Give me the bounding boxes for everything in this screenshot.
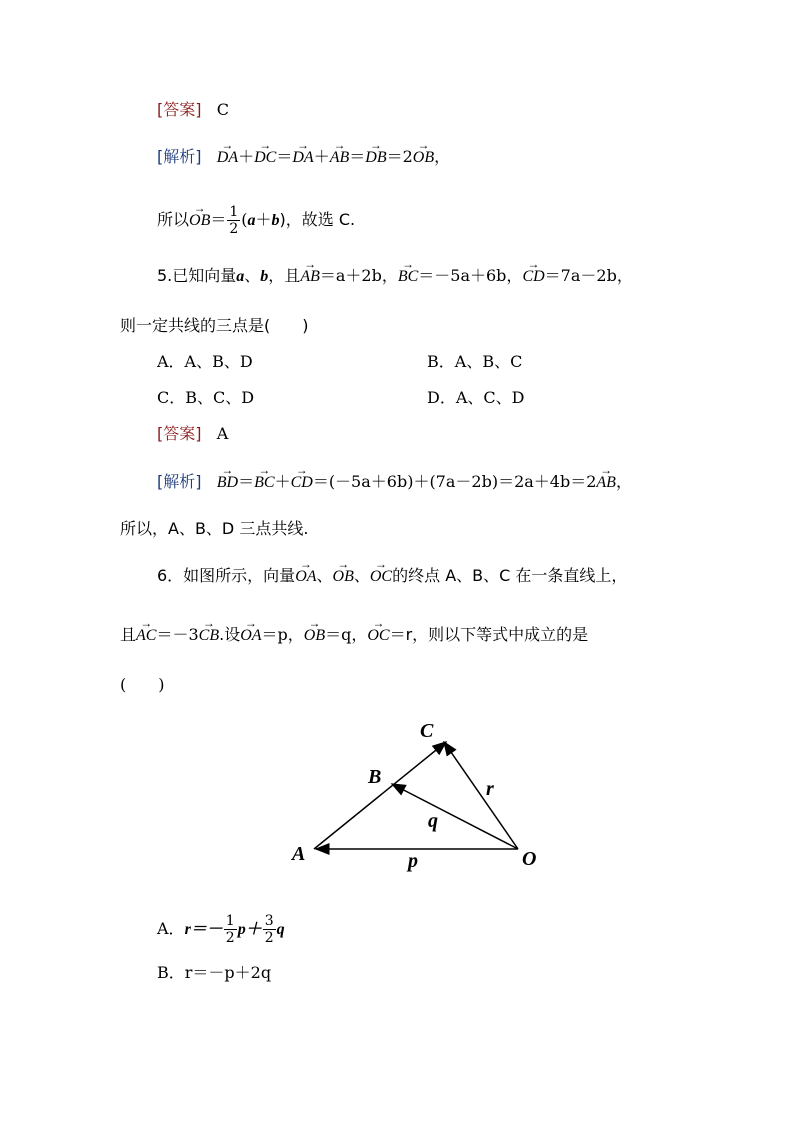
label-o: O xyxy=(522,848,537,870)
q5-mid: ，且 xyxy=(268,266,301,285)
q5-vector-cd: → CD xyxy=(522,267,544,287)
conclusion-line-2: 所以，A、B、D 三点共线. xyxy=(120,519,309,538)
label-c: C xyxy=(420,720,434,742)
q6-l2-prefix: 且 xyxy=(120,625,137,644)
vector-b: b xyxy=(271,212,280,229)
label-b: B xyxy=(368,766,382,788)
q6-line-3: ( ) xyxy=(120,675,165,694)
q5-sep: 、 xyxy=(244,266,261,285)
analysis2-expr: ＝(－5a＋6b)＋(7a－2b)＝2a＋4b＝2 xyxy=(312,472,597,491)
q6-option-a xyxy=(157,913,285,946)
vector-a: a xyxy=(247,212,256,229)
analysis-tag-2: [解析] xyxy=(157,472,202,491)
analysis-tag: [解析] xyxy=(157,147,202,166)
q6-opt-a-frac2 xyxy=(263,913,276,946)
analysis2-tail: ， xyxy=(615,472,632,491)
q6-line-2 xyxy=(120,625,588,646)
q5-vector-bc: → BC xyxy=(398,267,418,287)
conclusion-line-1: 所以→ OB＝ $\frac{1}{2}$ (a＋b)，故选 C. xyxy=(157,204,355,237)
vector-ab-2: → AB xyxy=(596,473,616,493)
q6-prefix: 6．如图所示，向量 xyxy=(157,566,296,585)
q6-vector-ob-2: → OB xyxy=(304,626,325,646)
vector-da: → DA xyxy=(217,148,238,168)
analysis-line-1: [解析] → DA＋→ DC＝→ DA＋→ AB＝→ DB＝2→ OB， xyxy=(157,147,450,168)
vector-r-line xyxy=(444,742,518,849)
fraction-half xyxy=(227,204,240,237)
vector-bc: → BC xyxy=(254,473,274,493)
frac1-num: 1 xyxy=(225,913,235,929)
vector-ob-2: → OB xyxy=(189,211,210,231)
vector-triangle-figure xyxy=(280,705,560,885)
answer-tag: [答案] xyxy=(157,100,202,119)
label-r: r xyxy=(486,778,494,800)
q6-opt-a-end: q xyxy=(276,921,285,938)
label-p: p xyxy=(408,850,418,872)
question-6: 6．如图所示，向量→ OA、→ OB、→ OC的终点 A、B、C 在一条直线上， xyxy=(157,566,627,587)
segment-ac xyxy=(314,742,446,849)
analysis-line-2: [解析] → BD＝→ BC＋→ CD＝(－5a＋6b)＋(7a－2b)＝2a＋4b＝2→ AB， xyxy=(157,472,632,493)
q6-vector-ob: → OB xyxy=(333,567,354,587)
frac2-num: 3 xyxy=(264,913,274,929)
analysis-tail: ， xyxy=(434,147,451,166)
q6-l2-e3: ＝p， xyxy=(261,625,304,644)
q5-b: b xyxy=(260,268,269,285)
q6-opt-a-prefix: A． xyxy=(157,919,185,938)
frac-num: 1 xyxy=(229,204,239,220)
q5-eq2: ＝－5a＋6b， xyxy=(418,266,523,285)
q5-vector-ab: → AB xyxy=(300,267,320,287)
q6-vector-cb: → CB xyxy=(199,626,219,646)
answer-value-2: A xyxy=(216,424,229,443)
q6-vector-ac: → AC xyxy=(136,626,156,646)
q5-option-b: B．A、B、C xyxy=(427,352,523,371)
q6-l2-set: .设 xyxy=(219,625,241,644)
q5-a: a xyxy=(236,268,245,285)
q6-vector-oc-2: → OC xyxy=(367,626,389,646)
q5-line-2: 则一定共线的三点是( ) xyxy=(120,316,309,335)
frac-den: 2 xyxy=(229,221,239,237)
q6-vector-oa-2: → OA xyxy=(240,626,261,646)
q6-l2-e5: ＝r，则以下等式中成立的是 xyxy=(389,625,589,644)
q6-l2-mid: ＝－3 xyxy=(156,625,199,644)
question-5 xyxy=(157,266,633,287)
q5-eq1: ＝a＋2b， xyxy=(319,266,398,285)
q6-opt-a-frac1 xyxy=(224,913,237,946)
q6-suffix: 的终点 A、B、C 在一条直线上， xyxy=(392,566,628,585)
label-q: q xyxy=(428,810,438,832)
vector-da-2: → DA xyxy=(292,148,313,168)
vector-db: → DB xyxy=(365,148,386,168)
q6-vector-oc: → OC xyxy=(370,567,392,587)
q5-option-d: D．A、C、D xyxy=(427,388,525,407)
answer-line-1 xyxy=(157,100,229,120)
q6-l2-e4: ＝q， xyxy=(325,625,368,644)
vector-cd: → CD xyxy=(291,473,313,493)
conclusion-suffix: )，故选 C. xyxy=(279,210,356,229)
q6-option-b: B．r＝－p＋2q xyxy=(157,963,272,982)
q5-prefix: 5.已知向量 xyxy=(157,266,237,285)
vector-ab: → AB xyxy=(330,148,350,168)
vector-bd: → BD xyxy=(217,473,238,493)
vector-ob: → OB xyxy=(413,148,434,168)
q6-opt-a-mid: p＋ xyxy=(237,921,262,938)
vector-q-line xyxy=(392,784,518,849)
plus-sign: ＋ xyxy=(255,210,272,229)
q6-vector-oa: → OA xyxy=(295,567,316,587)
answer-value: C xyxy=(216,100,230,119)
q5-option-a: A．A、B、D xyxy=(157,352,253,371)
vector-dc: → DC xyxy=(254,148,276,168)
q5-eq3: ＝7a－2b， xyxy=(544,266,633,285)
frac2-den: 2 xyxy=(264,930,274,946)
conclusion-prefix: 所以 xyxy=(157,210,190,229)
answer-tag-2: [答案] xyxy=(157,424,202,443)
frac1-den: 2 xyxy=(225,930,235,946)
q6-opt-a-lhs: r＝－ xyxy=(184,921,223,938)
label-a: A xyxy=(292,843,306,865)
answer-line-2 xyxy=(157,424,228,444)
q5-option-c: C．B、C、D xyxy=(157,388,255,407)
